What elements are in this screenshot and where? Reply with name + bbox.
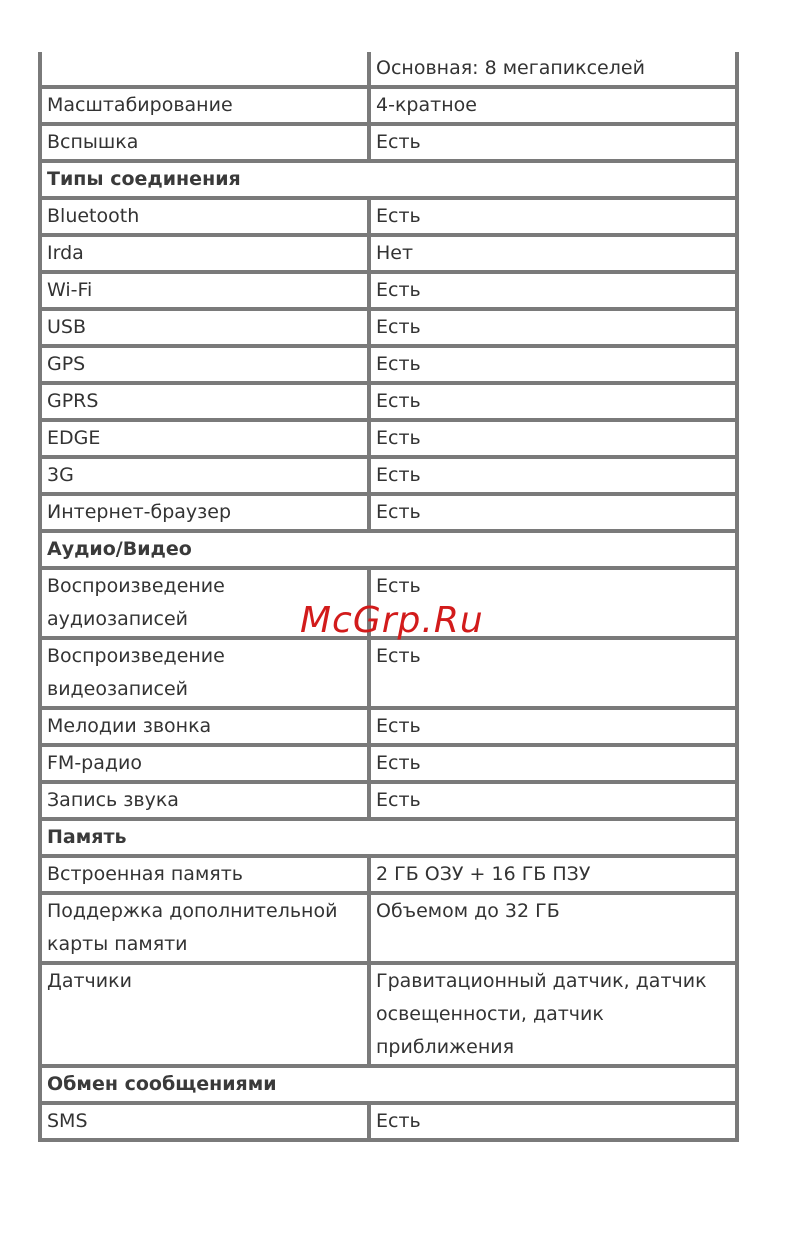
section-header: Обмен сообщениями xyxy=(40,1066,737,1103)
spec-row xyxy=(40,272,737,309)
spec-table-body xyxy=(40,52,737,1140)
spec-value: 2 ГБ ОЗУ + 16 ГБ ПЗУ xyxy=(369,856,737,893)
spec-key: Масштабирование xyxy=(40,87,369,124)
spec-value: Есть xyxy=(369,1103,737,1140)
spec-row xyxy=(40,52,737,87)
section-header-row xyxy=(40,1066,737,1103)
spec-row xyxy=(40,420,737,457)
section-header: Аудио/Видео xyxy=(40,531,737,568)
section-header-row xyxy=(40,819,737,856)
spec-key: FM-радио xyxy=(40,745,369,782)
spec-row xyxy=(40,708,737,745)
spec-key: Воспроизведение видеозаписей xyxy=(40,638,369,708)
spec-value: Гравитационный датчик, датчик освещенности, датчик приближения xyxy=(369,963,737,1066)
spec-value: Нет xyxy=(369,235,737,272)
spec-row xyxy=(40,346,737,383)
spec-row xyxy=(40,856,737,893)
spec-key: 3G xyxy=(40,457,369,494)
spec-value: Есть xyxy=(369,782,737,819)
spec-key: EDGE xyxy=(40,420,369,457)
spec-key: GPRS xyxy=(40,383,369,420)
spec-value: Есть xyxy=(369,272,737,309)
spec-value: 4-кратное xyxy=(369,87,737,124)
spec-row xyxy=(40,638,737,708)
spec-value: Есть xyxy=(369,346,737,383)
spec-key: Датчики xyxy=(40,963,369,1066)
spec-value: Есть xyxy=(369,383,737,420)
section-header-row xyxy=(40,161,737,198)
spec-key: Встроенная память xyxy=(40,856,369,893)
spec-key: Wi-Fi xyxy=(40,272,369,309)
spec-row xyxy=(40,457,737,494)
spec-key: Интернет-браузер xyxy=(40,494,369,531)
spec-row xyxy=(40,87,737,124)
watermark: McGrp.Ru xyxy=(300,600,484,641)
spec-row xyxy=(40,124,737,161)
spec-key: Irda xyxy=(40,235,369,272)
section-header: Типы соединения xyxy=(40,161,737,198)
spec-key: Поддержка дополнительной карты памяти xyxy=(40,893,369,963)
spec-value: Есть xyxy=(369,638,737,708)
spec-key: SMS xyxy=(40,1103,369,1140)
section-header: Память xyxy=(40,819,737,856)
spec-row xyxy=(40,235,737,272)
spec-row xyxy=(40,963,737,1066)
spec-key xyxy=(40,52,369,87)
spec-row xyxy=(40,782,737,819)
spec-value: Есть xyxy=(369,745,737,782)
spec-key: Воспроизведение аудиозаписей xyxy=(40,568,369,638)
spec-value: Есть xyxy=(369,708,737,745)
spec-key: Вспышка xyxy=(40,124,369,161)
spec-value: Есть xyxy=(369,420,737,457)
spec-key: Мелодии звонка xyxy=(40,708,369,745)
section-header-row xyxy=(40,531,737,568)
spec-row xyxy=(40,309,737,346)
spec-value: Есть xyxy=(369,124,737,161)
spec-key: USB xyxy=(40,309,369,346)
spec-key: Запись звука xyxy=(40,782,369,819)
spec-value: Есть xyxy=(369,198,737,235)
spec-key: Bluetooth xyxy=(40,198,369,235)
spec-row xyxy=(40,893,737,963)
spec-value: Есть xyxy=(369,494,737,531)
spec-row xyxy=(40,1103,737,1140)
spec-row xyxy=(40,198,737,235)
spec-row xyxy=(40,383,737,420)
spec-value: Есть xyxy=(369,568,737,638)
spec-value: Есть xyxy=(369,309,737,346)
spec-row xyxy=(40,745,737,782)
spec-key: GPS xyxy=(40,346,369,383)
spec-value: Объемом до 32 ГБ xyxy=(369,893,737,963)
spec-value: Основная: 8 мегапикселей xyxy=(376,57,645,79)
spec-table xyxy=(38,52,739,1142)
spec-value: Есть xyxy=(369,457,737,494)
spec-row xyxy=(40,494,737,531)
